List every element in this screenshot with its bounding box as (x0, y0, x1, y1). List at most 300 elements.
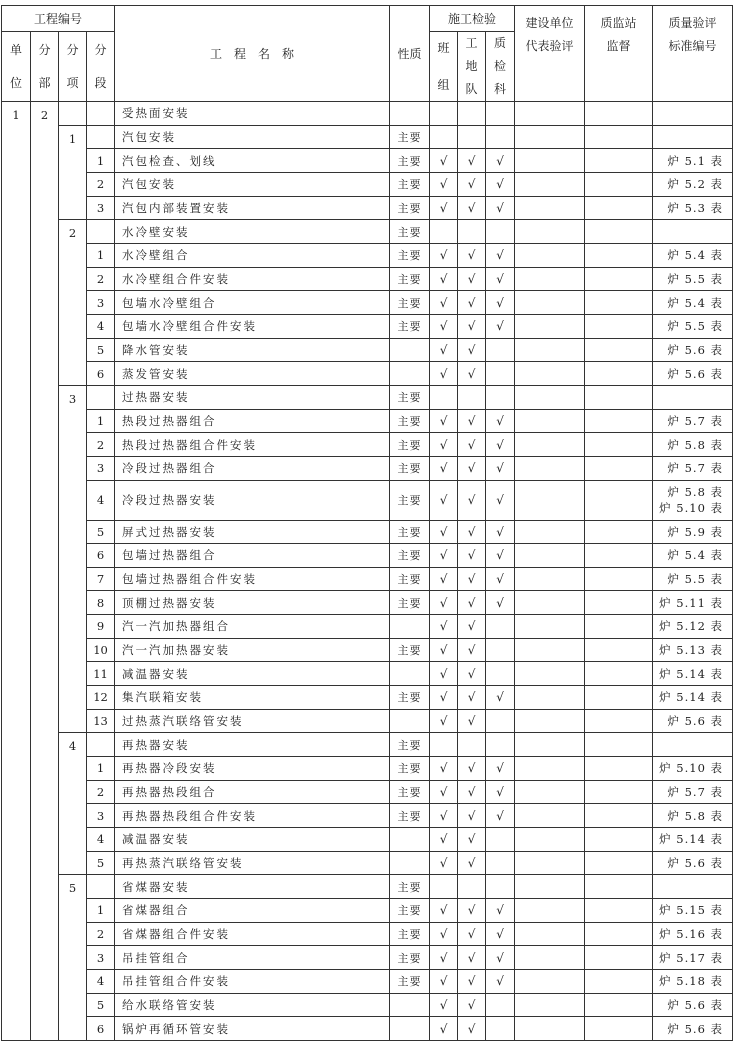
standard-number (653, 409, 733, 433)
check-mark: √ (486, 196, 515, 220)
check-mark: √ (458, 804, 486, 828)
owner-rep-cell (515, 567, 585, 591)
standard-number (653, 385, 733, 409)
check-mark: √ (430, 520, 458, 544)
owner-rep-cell (515, 196, 585, 220)
check-cell (486, 338, 515, 362)
project-name: 过热蒸汽联络管安装 (115, 709, 390, 733)
check-cell (486, 385, 515, 409)
standard-number-line: 炉 5.15 表 (659, 903, 724, 918)
check-mark: √ (458, 662, 486, 686)
project-name: 再热器热段组合 (115, 780, 390, 804)
project-name: 热段过热器组合件安装 (115, 433, 390, 457)
owner-rep-cell (515, 102, 585, 126)
table-row (2, 243, 733, 267)
standard-number-line: 炉 5.8 表 (667, 485, 724, 499)
check-mark: √ (458, 338, 486, 362)
check-mark: √ (458, 899, 486, 923)
nature-cell: 主要 (390, 314, 430, 338)
standard-number (653, 1017, 733, 1041)
nature-cell (390, 828, 430, 852)
check-mark: √ (458, 969, 486, 993)
standard-number (653, 969, 733, 993)
owner-rep-cell (515, 172, 585, 196)
standard-number-line: 炉 5.13 表 (659, 643, 724, 658)
check-mark: √ (430, 780, 458, 804)
check-cell (486, 828, 515, 852)
owner-rep-cell (515, 899, 585, 923)
standard-number-line: 炉 5.11 表 (659, 595, 724, 610)
owner-rep-cell (515, 828, 585, 852)
project-name: 包墙水冷壁组合 (115, 291, 390, 315)
check-mark: √ (458, 851, 486, 875)
check-mark: √ (430, 433, 458, 457)
header-owner-rep-line: 建设单位 (525, 16, 574, 30)
check-mark: √ (458, 1017, 486, 1041)
supervision-cell (585, 243, 653, 267)
check-cell (486, 102, 515, 126)
project-name: 汽包安装 (115, 125, 390, 149)
nature-cell: 主要 (390, 291, 430, 315)
table-row (2, 591, 733, 615)
owner-rep-cell (515, 125, 585, 149)
section-number: 1 (87, 899, 115, 923)
table-row (2, 456, 733, 480)
check-mark: √ (458, 480, 486, 520)
owner-rep-cell (515, 338, 585, 362)
check-mark: √ (430, 709, 458, 733)
nature-cell: 主要 (390, 243, 430, 267)
table-row (2, 733, 733, 757)
check-mark: √ (458, 993, 486, 1017)
owner-rep-cell (515, 638, 585, 662)
check-mark: √ (458, 409, 486, 433)
check-mark: √ (430, 314, 458, 338)
supervision-cell (585, 591, 653, 615)
owner-rep-cell (515, 946, 585, 970)
standard-number-line: 炉 5.16 表 (659, 926, 724, 941)
header-quality-check (486, 32, 515, 102)
check-mark: √ (458, 757, 486, 781)
subunit-number: 2 (31, 102, 59, 1041)
check-cell (486, 1017, 515, 1041)
check-mark: √ (486, 922, 515, 946)
section-number-cell (87, 102, 115, 126)
supervision-cell (585, 125, 653, 149)
supervision-cell (585, 899, 653, 923)
section-number: 4 (87, 969, 115, 993)
section-number: 2 (87, 172, 115, 196)
standard-number (653, 993, 733, 1017)
project-name: 吊挂管组合件安装 (115, 969, 390, 993)
supervision-cell (585, 686, 653, 710)
check-mark: √ (430, 851, 458, 875)
table-row (2, 922, 733, 946)
nature-cell: 主要 (390, 804, 430, 828)
check-mark: √ (430, 757, 458, 781)
supervision-cell (585, 757, 653, 781)
table-row (2, 338, 733, 362)
standard-number (653, 172, 733, 196)
nature-cell: 主要 (390, 544, 430, 568)
standard-number (653, 946, 733, 970)
standard-number (653, 243, 733, 267)
supervision-cell (585, 638, 653, 662)
owner-rep-cell (515, 662, 585, 686)
section-number: 2 (87, 780, 115, 804)
section-number (87, 220, 115, 244)
section-number: 5 (87, 993, 115, 1017)
supervision-cell (585, 520, 653, 544)
nature-cell: 主要 (390, 591, 430, 615)
table-row (2, 567, 733, 591)
project-name: 热段过热器组合 (115, 409, 390, 433)
nature-cell: 主要 (390, 385, 430, 409)
section-number: 6 (87, 362, 115, 386)
supervision-cell (585, 338, 653, 362)
check-cell (486, 220, 515, 244)
table-row (2, 662, 733, 686)
header-quality-check-char: 质 (494, 36, 507, 50)
supervision-cell (585, 780, 653, 804)
check-mark: √ (458, 243, 486, 267)
project-name: 省煤器安装 (115, 875, 390, 899)
check-mark: √ (486, 314, 515, 338)
supervision-cell (585, 480, 653, 520)
section-number: 7 (87, 567, 115, 591)
project-name: 屏式过热器安装 (115, 520, 390, 544)
nature-cell (390, 102, 430, 126)
item-number: 1 (59, 125, 87, 220)
header-standard-no-line: 质量验评 (668, 16, 717, 30)
check-cell (486, 362, 515, 386)
section-number: 4 (87, 314, 115, 338)
project-name: 顶棚过热器安装 (115, 591, 390, 615)
owner-rep-cell (515, 851, 585, 875)
item-number: 2 (59, 220, 87, 386)
section-number: 5 (87, 338, 115, 362)
nature-cell: 主要 (390, 125, 430, 149)
check-mark: √ (486, 686, 515, 710)
supervision-cell (585, 662, 653, 686)
project-name: 包墙水冷壁组合件安装 (115, 314, 390, 338)
standard-number (653, 709, 733, 733)
standard-number (653, 757, 733, 781)
unit-number: 1 (2, 102, 31, 1041)
section-number: 10 (87, 638, 115, 662)
standard-number (653, 804, 733, 828)
standard-number-line: 炉 5.4 表 (667, 295, 724, 310)
check-mark: √ (458, 567, 486, 591)
check-mark: √ (486, 243, 515, 267)
check-mark: √ (430, 196, 458, 220)
supervision-cell (585, 946, 653, 970)
section-number: 1 (87, 409, 115, 433)
project-name: 水冷壁组合 (115, 243, 390, 267)
supervision-cell (585, 615, 653, 639)
project-name: 包墙过热器组合件安装 (115, 567, 390, 591)
header-construction-check: 施工检验 (430, 6, 515, 32)
project-name: 再热器冷段安装 (115, 757, 390, 781)
supervision-cell (585, 993, 653, 1017)
nature-cell: 主要 (390, 733, 430, 757)
standard-number (653, 520, 733, 544)
check-mark: √ (458, 615, 486, 639)
table-row (2, 520, 733, 544)
check-mark: √ (430, 480, 458, 520)
standard-number-line: 炉 5.7 表 (667, 461, 724, 476)
standard-number-line: 炉 5.14 表 (659, 832, 724, 847)
standard-number (653, 149, 733, 173)
section-number: 3 (87, 196, 115, 220)
project-name: 省煤器组合件安装 (115, 922, 390, 946)
section-number: 2 (87, 267, 115, 291)
standard-number (653, 267, 733, 291)
check-mark: √ (458, 172, 486, 196)
owner-rep-cell (515, 456, 585, 480)
standard-number (653, 567, 733, 591)
standard-number-line: 炉 5.6 表 (667, 997, 724, 1012)
check-cell (486, 875, 515, 899)
standard-number-line: 炉 5.14 表 (659, 666, 724, 681)
check-mark: √ (430, 686, 458, 710)
header-item-char: 分 (66, 42, 79, 57)
project-name: 锅炉再循环管安装 (115, 1017, 390, 1041)
standard-number-line: 炉 5.2 表 (667, 177, 724, 192)
owner-rep-cell (515, 922, 585, 946)
standard-number-line: 炉 5.6 表 (667, 366, 724, 381)
table-row (2, 899, 733, 923)
owner-rep-cell (515, 480, 585, 520)
project-name: 汽包检查、划线 (115, 149, 390, 173)
project-name: 水冷壁安装 (115, 220, 390, 244)
supervision-cell (585, 267, 653, 291)
check-mark: √ (486, 480, 515, 520)
standard-number (653, 456, 733, 480)
project-name: 再热器安装 (115, 733, 390, 757)
check-mark: √ (430, 804, 458, 828)
nature-cell: 主要 (390, 969, 430, 993)
header-team-char: 组 (437, 77, 450, 92)
header-section (87, 32, 115, 102)
check-mark: √ (430, 362, 458, 386)
check-cell (486, 709, 515, 733)
supervision-cell (585, 709, 653, 733)
nature-cell: 主要 (390, 686, 430, 710)
check-mark: √ (430, 291, 458, 315)
table-row (2, 780, 733, 804)
standard-number (653, 362, 733, 386)
nature-cell: 主要 (390, 899, 430, 923)
nature-cell: 主要 (390, 567, 430, 591)
check-mark: √ (458, 780, 486, 804)
section-number: 6 (87, 1017, 115, 1041)
standard-number-line: 炉 5.8 表 (667, 808, 724, 823)
check-mark: √ (458, 314, 486, 338)
standard-number (653, 125, 733, 149)
header-supervision-line: 质监站 (600, 16, 637, 30)
standard-number-line: 炉 5.6 表 (667, 856, 724, 871)
standard-number (653, 733, 733, 757)
check-mark: √ (458, 591, 486, 615)
table-row (2, 875, 733, 899)
project-name: 汽包内部装置安装 (115, 196, 390, 220)
header-site (458, 32, 486, 102)
check-mark: √ (430, 922, 458, 946)
table-row (2, 1017, 733, 1041)
table-row (2, 172, 733, 196)
item-number-cell (59, 102, 87, 126)
standard-number (653, 314, 733, 338)
table-row (2, 480, 733, 520)
owner-rep-cell (515, 780, 585, 804)
table-row (2, 828, 733, 852)
owner-rep-cell (515, 969, 585, 993)
supervision-cell (585, 385, 653, 409)
standard-number-line: 炉 5.5 表 (667, 271, 724, 286)
supervision-cell (585, 102, 653, 126)
nature-cell (390, 851, 430, 875)
standard-number-line: 炉 5.17 表 (659, 950, 724, 965)
check-mark: √ (486, 780, 515, 804)
nature-cell (390, 615, 430, 639)
table-row (2, 314, 733, 338)
owner-rep-cell (515, 993, 585, 1017)
check-mark: √ (486, 520, 515, 544)
standard-number (653, 662, 733, 686)
nature-cell (390, 662, 430, 686)
header-unit (2, 32, 31, 102)
check-mark: √ (458, 196, 486, 220)
project-name: 再热器热段组合件安装 (115, 804, 390, 828)
header-owner-rep (515, 6, 585, 102)
table-row (2, 544, 733, 568)
header-quality-check-char: 检 (494, 59, 507, 73)
supervision-cell (585, 851, 653, 875)
section-number: 2 (87, 922, 115, 946)
owner-rep-cell (515, 591, 585, 615)
nature-cell (390, 1017, 430, 1041)
check-mark: √ (458, 709, 486, 733)
table-row (2, 804, 733, 828)
check-mark: √ (486, 946, 515, 970)
nature-cell: 主要 (390, 780, 430, 804)
item-number: 5 (59, 875, 87, 1041)
section-number: 13 (87, 709, 115, 733)
standard-number (653, 615, 733, 639)
check-mark: √ (430, 544, 458, 568)
standard-number (653, 480, 733, 520)
check-mark: √ (486, 591, 515, 615)
nature-cell: 主要 (390, 409, 430, 433)
header-team-char: 班 (437, 40, 450, 55)
section-number: 6 (87, 544, 115, 568)
standard-number-line: 炉 5.4 表 (667, 548, 724, 563)
check-mark: √ (430, 456, 458, 480)
standard-number-line: 炉 5.1 表 (667, 153, 724, 168)
check-cell (486, 615, 515, 639)
supervision-cell (585, 456, 653, 480)
check-mark: √ (458, 520, 486, 544)
check-cell (458, 385, 486, 409)
owner-rep-cell (515, 544, 585, 568)
nature-cell: 主要 (390, 149, 430, 173)
owner-rep-cell (515, 875, 585, 899)
table-row (2, 102, 733, 126)
check-mark: √ (430, 828, 458, 852)
owner-rep-cell (515, 314, 585, 338)
header-project-code: 工程编号 (2, 6, 115, 32)
standard-number-line: 炉 5.18 表 (659, 974, 724, 989)
item-number: 4 (59, 733, 87, 875)
standard-number-line: 炉 5.7 表 (667, 785, 724, 800)
supervision-cell (585, 922, 653, 946)
header-item (59, 32, 87, 102)
owner-rep-cell (515, 686, 585, 710)
table-row (2, 125, 733, 149)
check-mark: √ (458, 946, 486, 970)
check-mark: √ (430, 993, 458, 1017)
check-mark: √ (430, 591, 458, 615)
project-name: 汽一汽加热器安装 (115, 638, 390, 662)
check-mark: √ (458, 433, 486, 457)
table-row (2, 149, 733, 173)
table-row (2, 196, 733, 220)
check-mark: √ (430, 409, 458, 433)
supervision-cell (585, 409, 653, 433)
supervision-cell (585, 196, 653, 220)
header-item-char: 项 (66, 75, 79, 90)
table-row (2, 638, 733, 662)
project-name: 减温器安装 (115, 662, 390, 686)
project-name: 再热蒸汽联络管安装 (115, 851, 390, 875)
project-name: 降水管安装 (115, 338, 390, 362)
section-number: 1 (87, 243, 115, 267)
check-mark: √ (486, 899, 515, 923)
section-number: 3 (87, 456, 115, 480)
check-mark: √ (458, 456, 486, 480)
check-cell (486, 851, 515, 875)
table-row (2, 433, 733, 457)
check-mark: √ (486, 757, 515, 781)
nature-cell (390, 709, 430, 733)
project-name: 省煤器组合 (115, 899, 390, 923)
supervision-cell (585, 314, 653, 338)
check-mark: √ (458, 544, 486, 568)
section-number: 5 (87, 520, 115, 544)
header-nature: 性质 (390, 6, 430, 102)
section-number: 8 (87, 591, 115, 615)
owner-rep-cell (515, 409, 585, 433)
standard-number-line: 炉 5.6 表 (667, 1021, 724, 1036)
standard-number-line: 炉 5.10 表 (659, 501, 724, 515)
table-row (2, 709, 733, 733)
check-mark: √ (458, 922, 486, 946)
nature-cell (390, 362, 430, 386)
table-row (2, 993, 733, 1017)
check-mark: √ (430, 615, 458, 639)
top-row-name: 受热面安装 (115, 102, 390, 126)
section-number: 5 (87, 851, 115, 875)
nature-cell: 主要 (390, 520, 430, 544)
check-mark: √ (486, 291, 515, 315)
check-cell (458, 875, 486, 899)
supervision-cell (585, 567, 653, 591)
owner-rep-cell (515, 733, 585, 757)
check-mark: √ (430, 149, 458, 173)
supervision-cell (585, 804, 653, 828)
check-mark: √ (430, 662, 458, 686)
